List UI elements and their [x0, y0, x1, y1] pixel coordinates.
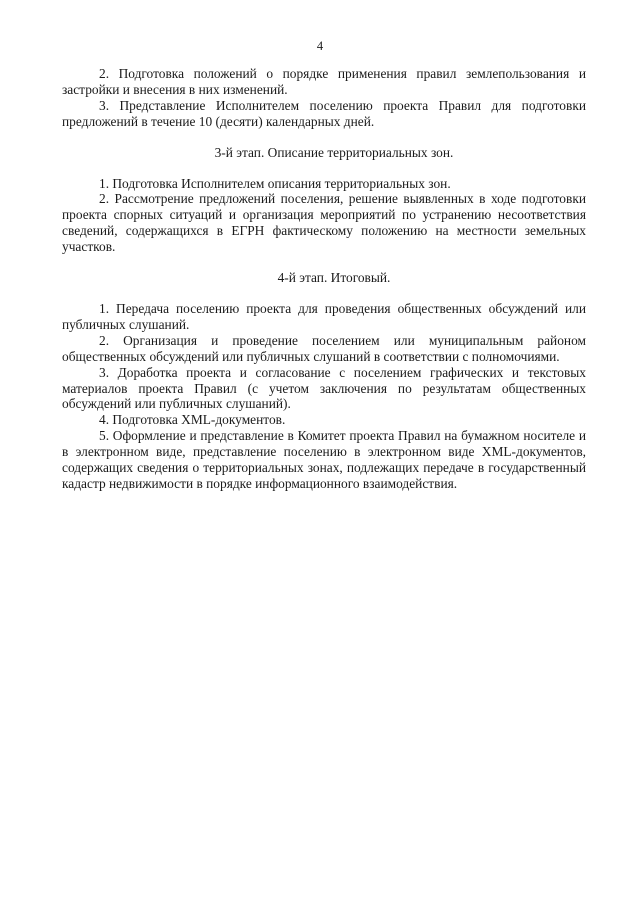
stage4-item-1: 1. Передача поселению проекта для проведения общественных обсуждений или публичных слушаний. — [62, 300, 586, 332]
stage3-item-2: 2. Рассмотрение предложений поселения, решение выявленных в ходе подготовки проекта спорных ситуаций и организация мероприятий по устранению несоответствия сведений, содержащихся в ЕГРН фактическому положению на местности земельных участков. — [62, 191, 586, 255]
stage3-item-1: 1. Подготовка Исполнителем описания территориальных зон. — [99, 175, 451, 191]
document-body — [62, 66, 586, 492]
stage4-item-4: 4. Подготовка XML-документов. — [99, 412, 286, 428]
stage4-item-3: 3. Доработка проекта и согласование с поселением графических и текстовых материалов проекта Правил (с учетом заключения по результатам общественных обсуждений или публичных слушаний). — [62, 364, 586, 412]
page-number: 4 — [316, 39, 324, 53]
stage4-heading: 4-й этап. Итоговый. — [277, 270, 391, 286]
stage2-item-3: 3. Представление Исполнителем поселению проекта Правил для подготовки предложений в течение 10 (десяти) календарных дней. — [62, 97, 586, 129]
stage4-item-2: 2. Организация и проведение поселением или муниципальным районом общественных обсуждений или публичных слушаний в соответствии с полномочиями. — [62, 332, 586, 364]
stage2-item-2: 2. Подготовка положений о порядке применения правил землепользования и застройки и внесения в них изменений. — [62, 66, 586, 97]
stage3-heading: 3-й этап. Описание территориальных зон. — [214, 144, 454, 160]
stage4-item-5: 5. Оформление и представление в Комитет проекта Правил на бумажном носителе и в электронном виде, представление поселению в электронном виде XML-документов, содержащих сведения о территориальных зонах, подлежащих передаче в государственный кадастр недвижимости в порядке информационного взаимодействия. — [62, 428, 586, 491]
